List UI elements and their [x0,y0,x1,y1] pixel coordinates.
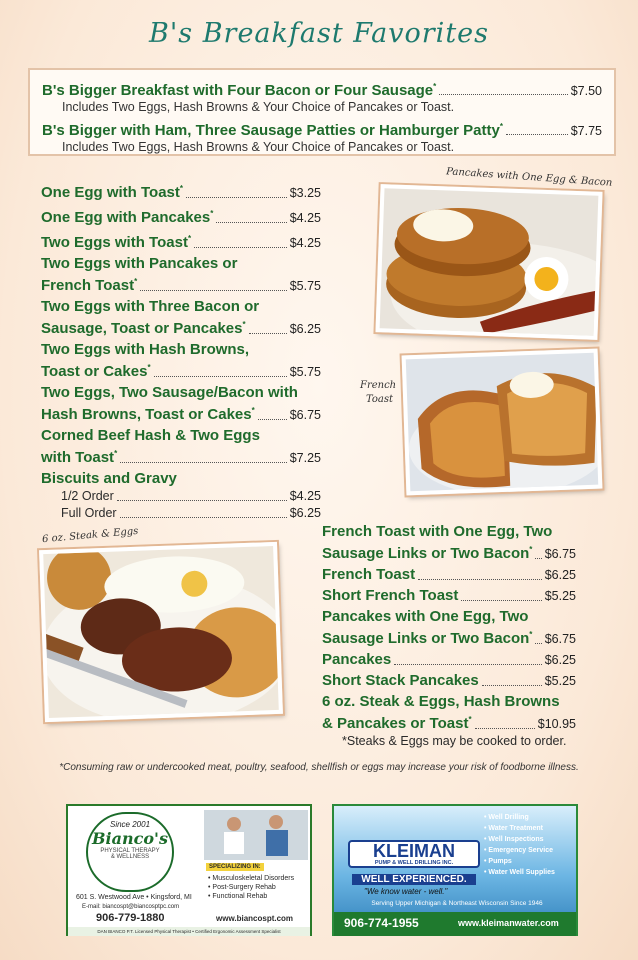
caption-pancakes: Pancakes with One Egg & Bacon [445,166,613,189]
kleiman-services: • Well Drilling • Water Treatment • Well Inspections • Emergency Service • Pumps • Water Well Supplies [484,814,555,876]
kleiman-web: www.kleimanwater.com [458,918,559,928]
featured-box [28,68,616,156]
bianco-phone: 906-779-1880 [96,912,165,924]
menu-item: Two Eggs with Hash Browns, Toast or Cakes* $5.75 [41,341,321,380]
menu-item: One Egg with Pancakes* $4.25 [41,209,321,226]
bianco-ad: Since 2001 Bianco's PHYSICAL THERAPY & WELLNESS SPECIALIZING IN: • Musculoskeletal Disorders • Post-Surgery Rehab • Functional Rehab 601 S. Westwood Ave • Kingsford, MI E-mail: biancospt@biancosptpc.com 906-779-1880 www.biancospt.com DAN BIANCO P.T. Licensed Physical Therapist • Certified Ergonomic Assessment Specialist [66,804,312,936]
item-description: Includes Two Eggs, Hash Browns & Your Choice of Pancakes or Toast. [62,100,455,114]
item-description: Includes Two Eggs, Hash Browns & Your Choice of Pancakes or Toast. [62,140,455,154]
featured-item [42,78,602,115]
item-price: $7.75 [570,124,602,138]
kleiman-logo: KLEIMAN PUMP & WELL DRILLING INC. [348,840,480,868]
menu-item: Two Eggs, Two Sausage/Bacon with Hash Browns, Toast or Cakes* $6.75 [41,384,321,423]
menu-item: Corned Beef Hash & Two Eggs with Toast* $7.25 [41,427,321,466]
menu-item: Two Eggs with Pancakes or French Toast* $5.75 [41,255,321,294]
item-name: B's Bigger with Ham, Three Sausage Patties or Hamburger Patty* [42,122,503,139]
bianco-web: www.biancospt.com [216,914,294,923]
featured-item [42,118,602,155]
bianco-logo: Since 2001 Bianco's PHYSICAL THERAPY & WELLNESS [86,812,174,892]
caption-french: French [360,380,397,391]
kleiman-phone: 906-774-1955 [344,916,419,930]
menu-item: One Egg with Toast* $3.25 [41,184,321,201]
menu-item: Pancakes $6.25 [322,651,576,668]
left-menu-column [41,180,321,525]
caption-toast: Toast [366,394,394,405]
item-name: B's Bigger Breakfast with Four Bacon or Four Sausage* [42,82,437,99]
therapy-photo [204,810,308,860]
menu-item: Short French Toast $5.25 [322,587,576,604]
caption-steak: 6 oz. Steak & Eggs [41,525,139,546]
menu-title: B's Breakfast Favorites [149,18,489,49]
menu-item: Two Eggs with Toast* $4.25 [41,234,321,251]
right-menu-column [322,523,576,752]
menu-item: French Toast $6.25 [322,566,576,583]
pancakes-photo [375,184,602,340]
item-price: $7.50 [570,84,602,98]
steak-note: *Steaks & Eggs may be cooked to order. [342,734,567,748]
french-toast-photo [402,349,603,496]
menu-item: 6 oz. Steak & Eggs, Hash Browns & Pancakes or Toast* $10.95 *Steaks & Eggs may be cooked to order. [322,693,576,748]
menu-item: Short Stack Pancakes $5.25 [322,672,576,689]
steak-photo [39,542,283,722]
bianco-specialties: • Musculoskeletal Disorders • Post-Surgery Rehab • Functional Rehab [208,875,295,900]
menu-item-biscuits: Biscuits and Gravy 1/2 Order $4.25 Full Order $6.25 [41,470,321,520]
kleiman-contact-bar [334,912,576,936]
kleiman-ad: KLEIMAN PUMP & WELL DRILLING INC. WELL EXPERIENCED. "We know water - well." • Well Drilling • Water Treatment • Well Inspections • Emergency Service • Pumps • Water Well Supplies Serving Upper Michigan & Northeast Wisconsin Since 1946 906-774-1955 www.kleimanwater.com [332,804,578,936]
foodborne-warning: *Consuming raw or undercooked meat, poultry, seafood, shellfish or eggs may increase your risk of foodborne illness. [59,762,579,773]
menu-item: Pancakes with One Egg, Two Sausage Links or Two Bacon* $6.75 [322,608,576,647]
menu-item: Two Eggs with Three Bacon or Sausage, Toast or Pancakes* $6.25 [41,298,321,337]
menu-item: French Toast with One Egg, Two Sausage Links or Two Bacon* $6.75 [322,523,576,562]
